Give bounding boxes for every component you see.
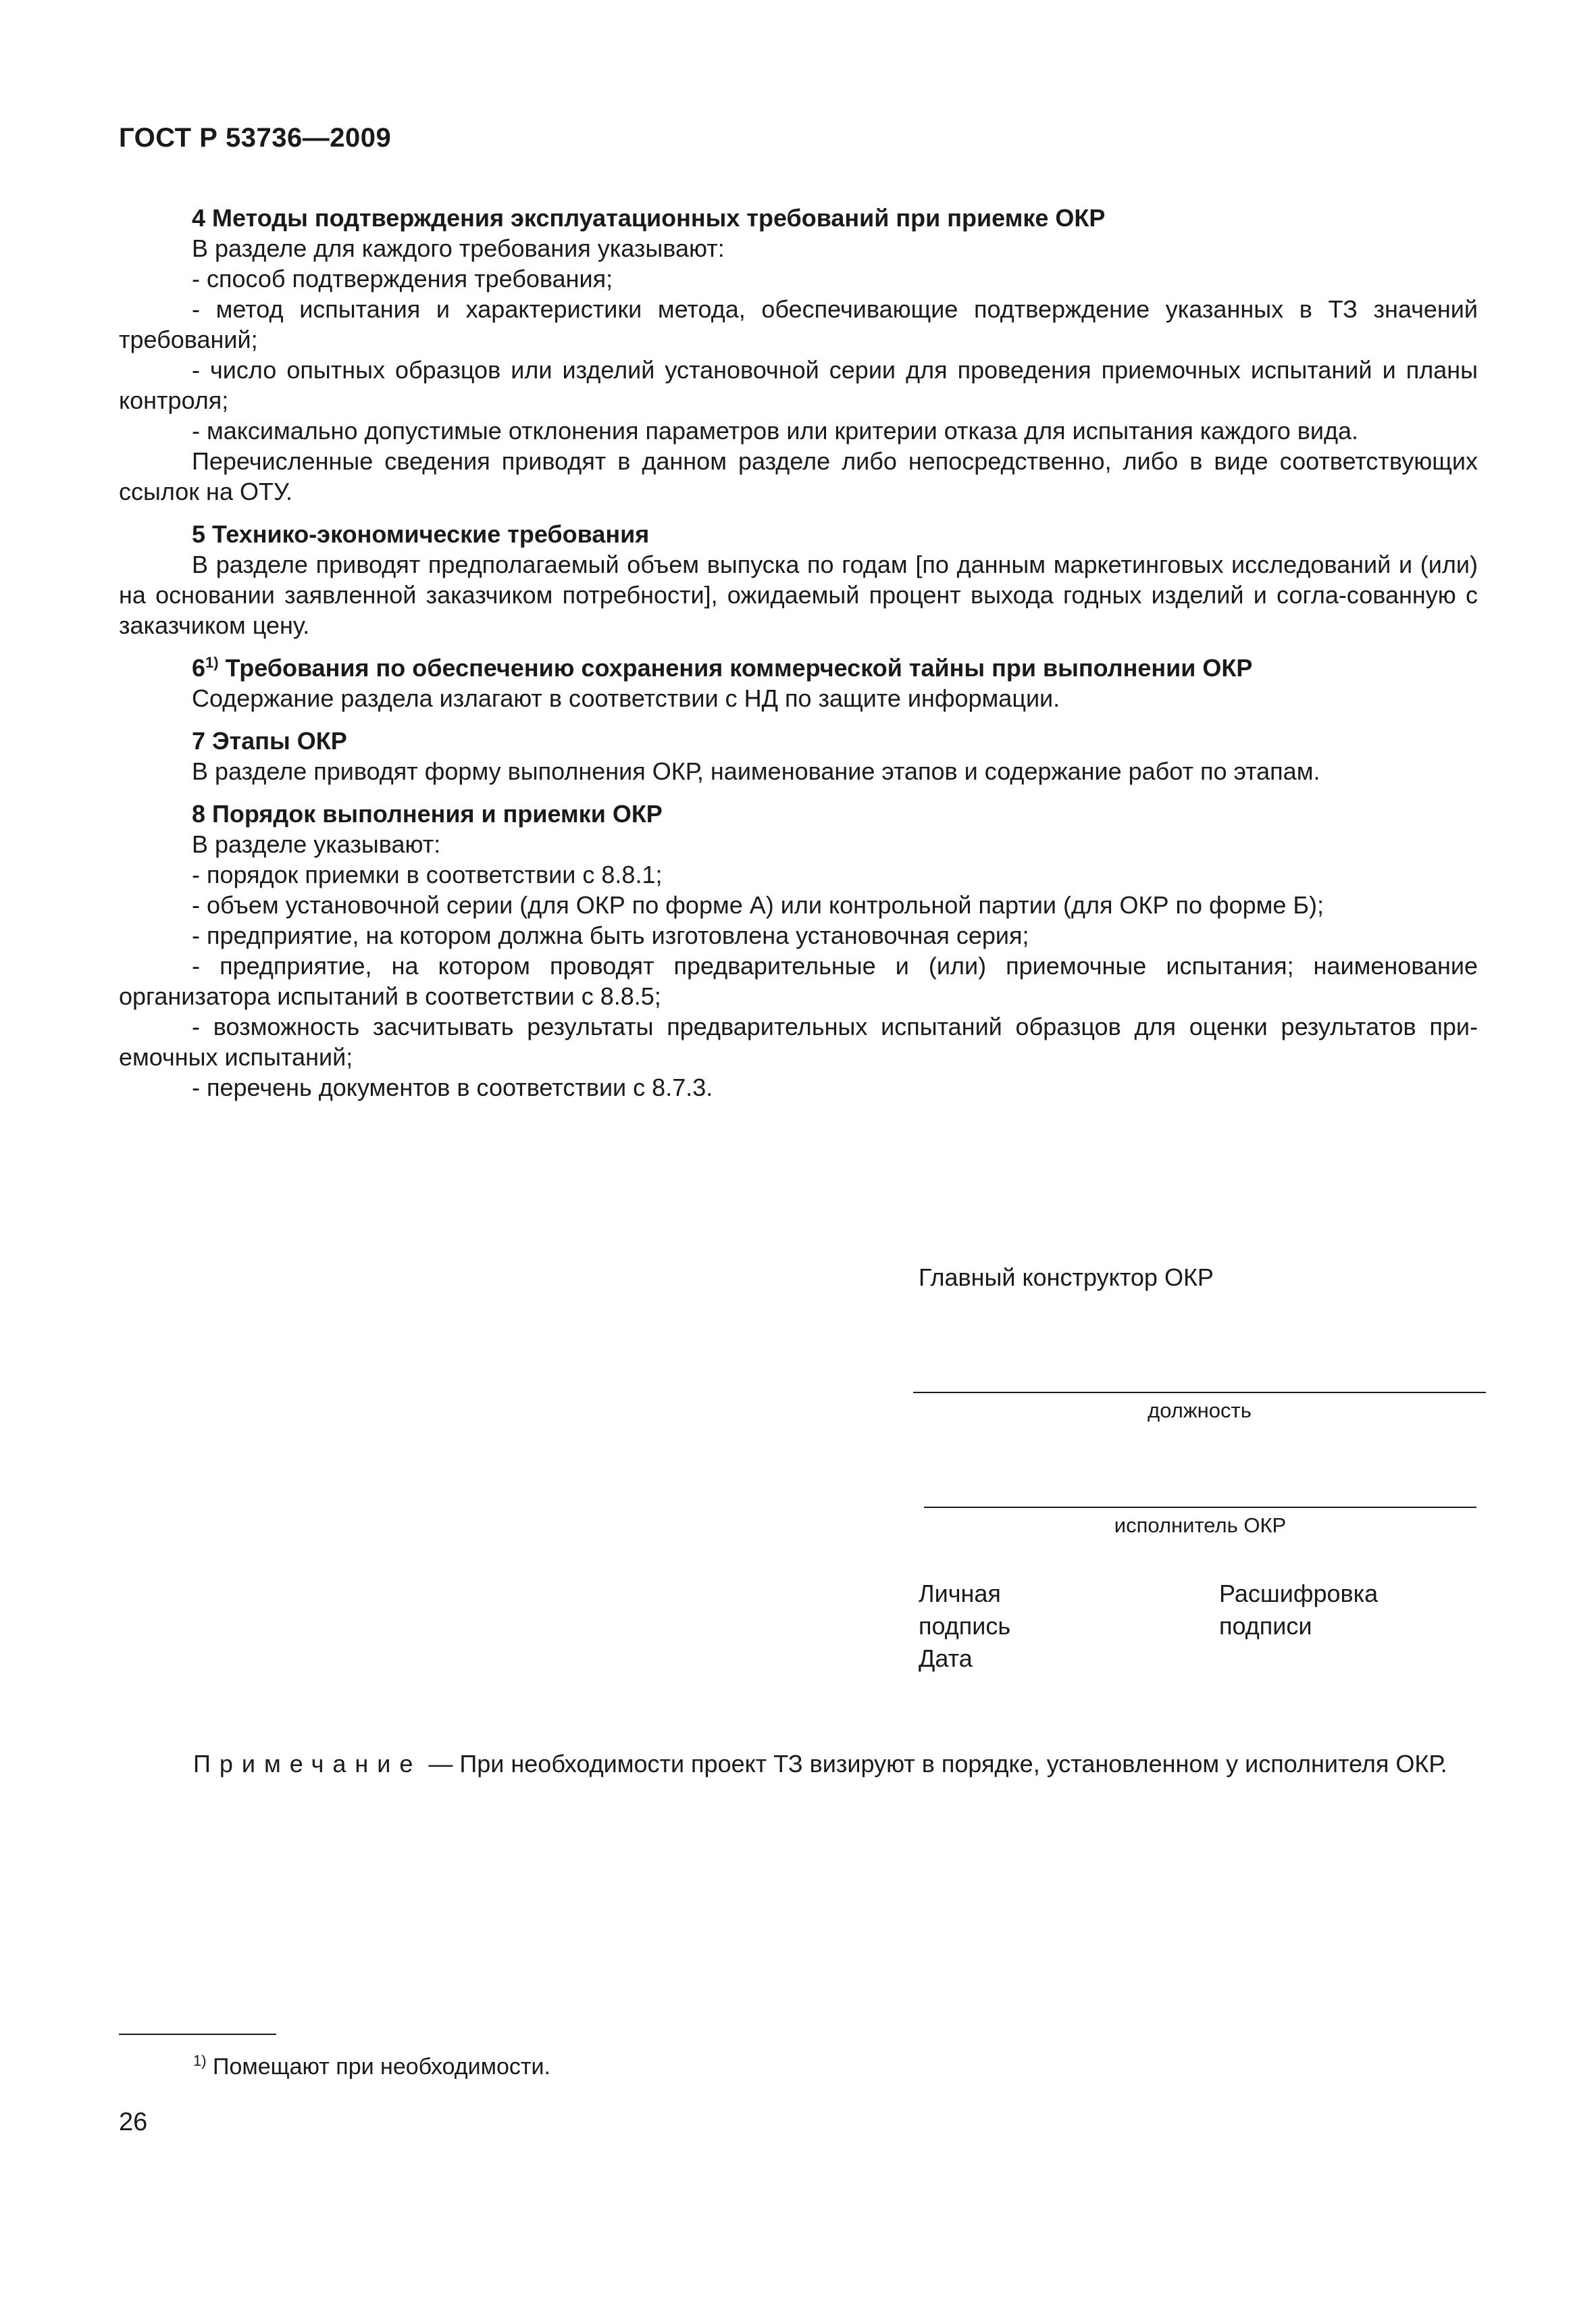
section-4 xyxy=(119,203,1478,507)
decoding-label: подписи xyxy=(1219,1612,1312,1640)
decoding-label: Расшифровка xyxy=(1219,1580,1379,1607)
personal-signature-column xyxy=(919,1578,1010,1675)
decoding-column xyxy=(1219,1578,1378,1642)
section-7 xyxy=(119,726,1478,786)
paragraph: Перечисленные сведения приводят в данном разделе либо непосредственно, либо в виде соответствующих ссылок на ОТУ. xyxy=(119,447,1478,505)
section-heading xyxy=(119,653,1478,683)
paragraph: - перечень документов в соответствии с 8.7.3. xyxy=(192,1074,713,1101)
section-6 xyxy=(119,653,1478,713)
paragraph: - предприятие, на котором должна быть изготовлена установочная серия; xyxy=(192,922,1029,949)
section-8 xyxy=(119,799,1478,1103)
section-heading: 4 Методы подтверждения эксплуатационных требований при приемке ОКР xyxy=(192,204,1106,232)
section-heading: 8 Порядок выполнения и приемки ОКР xyxy=(192,800,663,828)
footnote-reference: 1) xyxy=(205,654,219,671)
paragraph: - способ подтверждения требования; xyxy=(192,265,613,293)
paragraph: - порядок приемки в соответствии с 8.8.1; xyxy=(192,861,663,888)
page-number: 26 xyxy=(119,2108,148,2136)
paragraph: - метод испытания и характеристики метода, обеспечивающие подтверждение указанных в ТЗ значений требований; xyxy=(119,295,1478,353)
paragraph: В разделе приводят форму выполнения ОКР, наименование этапов и содержание работ по этапам. xyxy=(192,757,1320,785)
signature-title: Главный конструктор ОКР xyxy=(919,1263,1214,1291)
section-heading: 7 Этапы ОКР xyxy=(192,727,347,755)
paragraph: - возможность засчитывать результаты предварительных испытаний образцов для оценки результатов при-емочных испытаний; xyxy=(119,1013,1478,1071)
paragraph: - число опытных образцов или изделий установочной серии для проведения приемочных испытаний и планы контроля; xyxy=(119,356,1478,414)
document-body xyxy=(119,203,1478,1115)
position-line xyxy=(913,1392,1486,1393)
position-caption: должность xyxy=(1148,1399,1252,1422)
executor-caption: исполнитель ОКР xyxy=(1114,1513,1287,1537)
paragraph: - максимально допустимые отклонения параметров или критерии отказа для испытания каждого вида. xyxy=(192,417,1359,445)
footnote-divider xyxy=(119,2034,276,2035)
footnote xyxy=(193,2054,550,2080)
paragraph: - предприятие, на котором проводят предварительные и (или) приемочные испытания; наименование организатора испытаний в соответствии с 8.8.5; xyxy=(119,952,1478,1010)
footnote-marker: 1) xyxy=(193,2052,207,2069)
note xyxy=(193,1750,1483,1778)
note-text: — При необходимости проект ТЗ визируют в порядке, установленном у исполнителя ОКР. xyxy=(428,1750,1447,1778)
personal-signature-label: подпись xyxy=(919,1612,1011,1640)
section-number: 6 xyxy=(192,654,206,682)
section-5 xyxy=(119,519,1478,640)
note-label: Примечание xyxy=(193,1750,422,1778)
paragraph: В разделе приводят предполагаемый объем выпуска по годам [по данным маркетинговых исследований и (или) на основании заявленной заказчиком потребности], ожидаемый процент выхода годных изделий и согла-сованную с заказчиком цену. xyxy=(119,551,1478,639)
section-heading-text: Требования по обеспечению сохранения коммерческой тайны при выполнении ОКР xyxy=(225,654,1253,682)
personal-signature-label: Личная xyxy=(919,1580,1001,1607)
paragraph: В разделе для каждого требования указывают: xyxy=(192,234,725,262)
standard-header: ГОСТ Р 53736—2009 xyxy=(119,123,392,153)
footnote-text: Помещают при необходимости. xyxy=(213,2054,550,2080)
date-label: Дата xyxy=(919,1644,973,1672)
section-heading: 5 Технико-экономические требования xyxy=(192,520,650,548)
paragraph: В разделе указывают: xyxy=(192,830,441,858)
executor-line xyxy=(924,1507,1476,1508)
paragraph: - объем установочной серии (для ОКР по форме А) или контрольной партии (для ОКР по форме Б); xyxy=(192,891,1324,919)
paragraph: Содержание раздела излагают в соответствии с НД по защите информации. xyxy=(192,684,1060,712)
